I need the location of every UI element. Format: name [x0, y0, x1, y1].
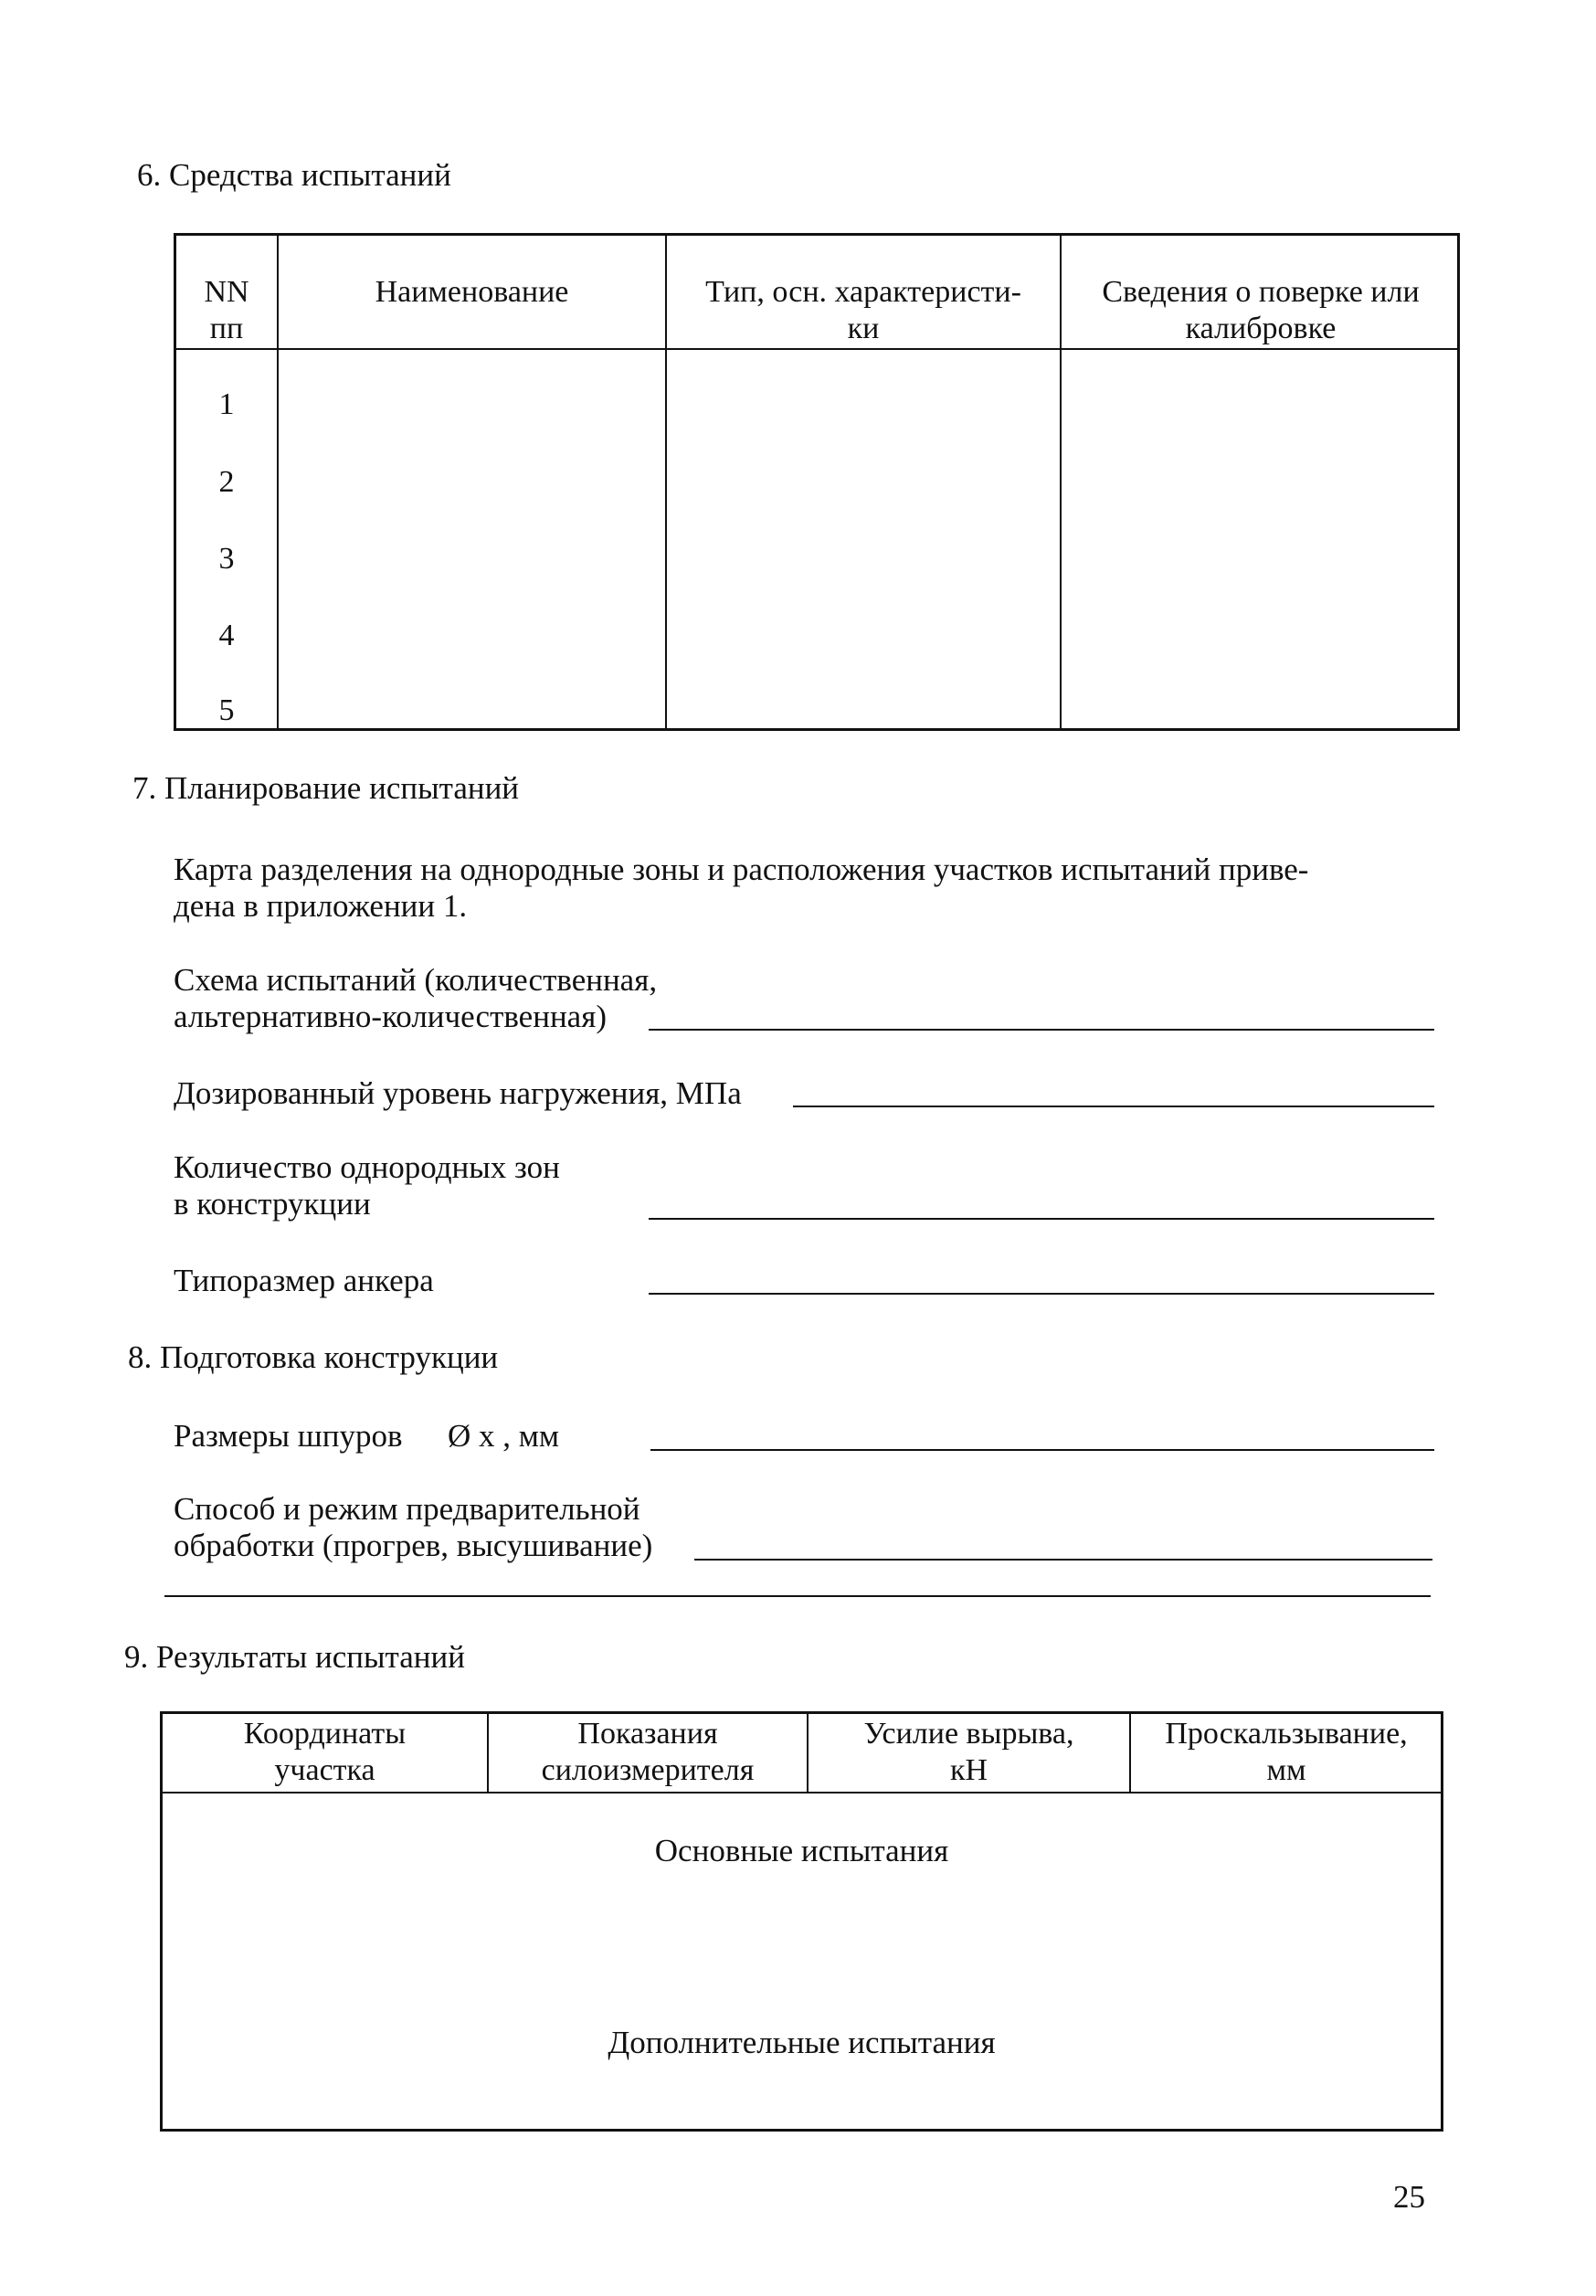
map-paragraph-line1: Карта разделения на однородные зоны и расположения участков испытаний приве- — [174, 852, 1309, 887]
anchor-size-fill-line[interactable] — [649, 1293, 1434, 1295]
header-coordinates: Координаты участка — [243, 1717, 407, 1787]
section-8-heading: 8. Подготовка конструкции — [128, 1339, 499, 1375]
method-fill-line-2[interactable] — [164, 1595, 1431, 1597]
header-type: Тип, осн. характеристи- ки — [705, 275, 1021, 345]
test-equipment-table — [174, 233, 1460, 731]
test-results-table — [160, 1711, 1443, 2132]
zones-label-line2: в конструкции — [174, 1186, 371, 1222]
section-9-heading: 9. Результаты испытаний — [124, 1639, 465, 1675]
scheme-label-line2: альтернативно-количественная) — [174, 999, 607, 1034]
scheme-label-line1: Схема испытаний (количественная, — [174, 962, 658, 998]
header-slip: Проскальзывание, мм — [1165, 1717, 1408, 1787]
page-number: 25 — [1393, 2179, 1425, 2215]
header-force: Усилие вырыва, кН — [863, 1717, 1074, 1787]
zones-label-line1: Количество однородных зон — [174, 1149, 560, 1185]
row-number: 2 — [218, 465, 235, 499]
section-7-heading: 7. Планирование испытаний — [132, 770, 520, 806]
load-level-fill-line[interactable] — [793, 1106, 1434, 1107]
holes-size-label: Размеры шпуров — [174, 1418, 403, 1454]
header-calibration: Сведения о поверке или калибровке — [1102, 275, 1420, 345]
method-label-line2: обработки (прогрев, высушивание) — [174, 1528, 653, 1563]
row-number: 3 — [218, 542, 235, 576]
row-number: 5 — [218, 693, 235, 727]
row-number: 4 — [218, 619, 235, 652]
scheme-fill-line[interactable] — [649, 1029, 1434, 1031]
extra-tests-label: Дополнительные испытания — [608, 2025, 996, 2060]
method-fill-line[interactable] — [694, 1559, 1432, 1561]
holes-size-symbol: Ø х , мм — [448, 1418, 560, 1454]
holes-size-fill-line[interactable] — [650, 1449, 1434, 1451]
section-6-heading: 6. Средства испытаний — [137, 157, 451, 193]
header-readings: Показания силоизмерителя — [541, 1717, 755, 1787]
load-level-label: Дозированный уровень нагружения, МПа — [174, 1075, 742, 1111]
header-num: NN пп — [204, 275, 249, 345]
method-label-line1: Способ и режим предварительной — [174, 1491, 640, 1527]
anchor-size-label: Типоразмер анкера — [174, 1263, 434, 1298]
row-number: 1 — [218, 387, 235, 421]
zones-fill-line[interactable] — [649, 1218, 1434, 1220]
header-name: Наименование — [375, 275, 569, 309]
map-paragraph-line2: дена в приложении 1. — [174, 888, 468, 924]
main-tests-label: Основные испытания — [654, 1833, 949, 1868]
